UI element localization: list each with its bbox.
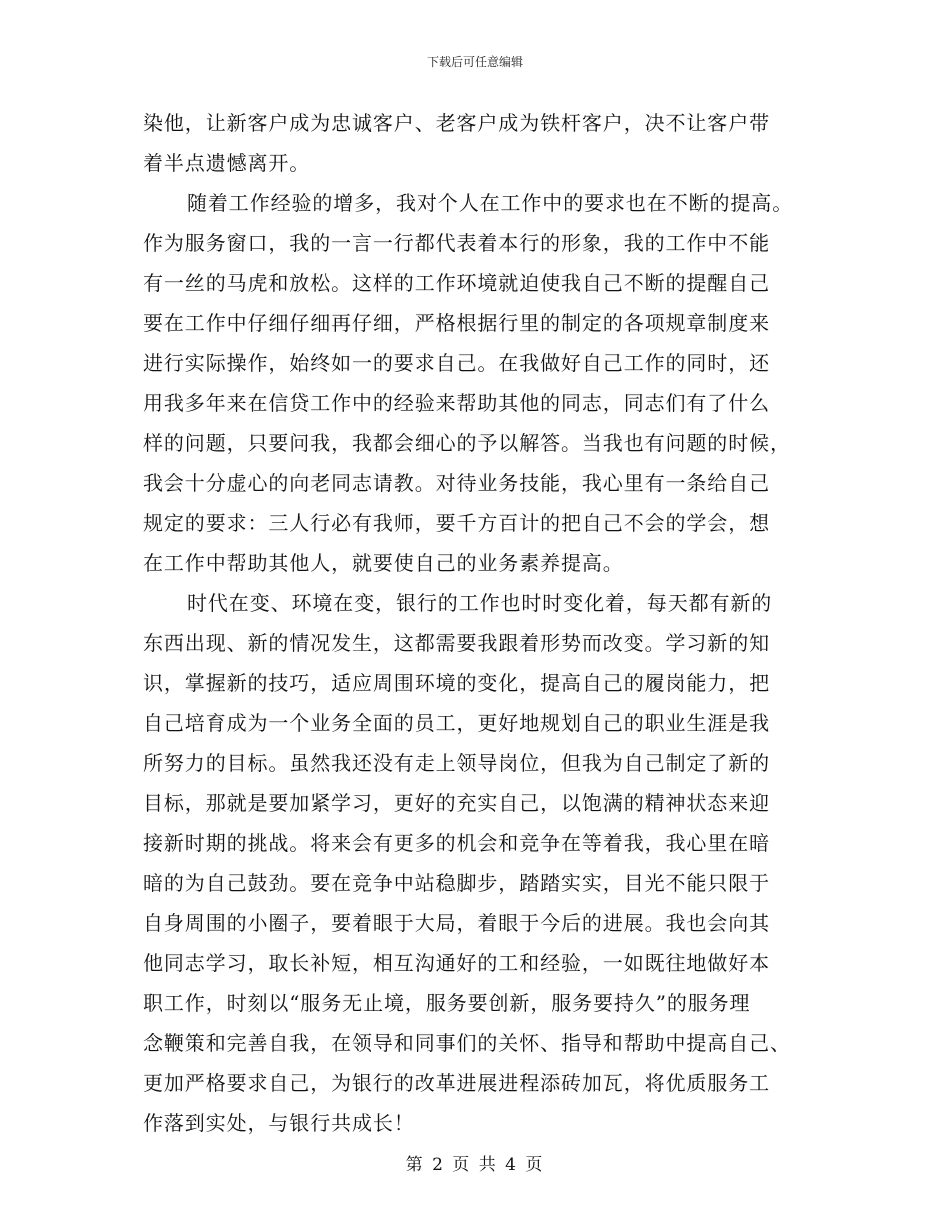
text-line: 样的问题，只要问我，我都会细心的予以解答。当我也有问题的时候， <box>143 431 791 455</box>
text-line: 要在工作中仔细仔细再仔细，严格根据行里的制定的各项规章制度来 <box>143 311 770 335</box>
text-line: 他同志学习，取长补短，相互沟通好的工和经验，一如既往地做好本 <box>143 951 770 975</box>
text-line: 有一丝的马虎和放松。这样的工作环境就迫使我自己不断的提醒自己 <box>143 271 770 295</box>
text-line: 接新时期的挑战。将来会有更多的机会和竞争在等着我，我心里在暗 <box>143 831 770 855</box>
document-body <box>143 103 823 1143</box>
text-line: 自身周围的小圈子，要着眼于大局，着眼于今后的进展。我也会向其 <box>143 911 770 935</box>
text-line: 自己培育成为一个业务全面的员工，更好地规划自己的职业生涯是我 <box>143 711 770 735</box>
text-line: 染他，让新客户成为忠诚客户、老客户成为铁杆客户，决不让客户带 <box>143 111 770 135</box>
text-line: 作为服务窗口，我的一言一行都代表着本行的形象，我的工作中不能 <box>143 231 770 255</box>
text-line: 东西出现、新的情况发生，这都需要我跟着形势而改变。学习新的知 <box>143 631 770 655</box>
text-line: 职工作，时刻以“服务无止境，服务要创新，服务要持久”的服务理 <box>143 991 751 1015</box>
text-line: 所努力的目标。虽然我还没有走上领导岗位，但我为自己制定了新的 <box>143 751 770 775</box>
text-line: 着半点遗憾离开。 <box>143 151 311 175</box>
text-line: 暗的为自己鼓劲。要在竞争中站稳脚步，踏踏实实，目光不能只限于 <box>143 871 770 895</box>
text-line: 目标，那就是要加紧学习，更好的充实自己，以饱满的精神状态来迎 <box>143 791 770 815</box>
text-line: 我会十分虚心的向老同志请教。对待业务技能，我心里有一条给自己 <box>143 471 770 495</box>
page-header-note: 下载后可任意编辑 <box>426 55 523 69</box>
text-line: 作落到实处，与银行共成长！ <box>143 1111 415 1135</box>
text-line: 念鞭策和完善自我，在领导和同事们的关怀、指导和帮助中提高自己、 <box>143 1031 791 1055</box>
text-line: 规定的要求：三人行必有我师，要千方百计的把自己不会的学会，想 <box>143 511 770 535</box>
paragraph-start-line: 时代在变、环境在变，银行的工作也时时变化着，每天都有新的 <box>187 591 773 615</box>
page-number-footer: 第 2 页 共 4 页 <box>405 1155 545 1175</box>
text-line: 用我多年来在信贷工作中的经验来帮助其他的同志，同志们有了什么 <box>143 391 770 415</box>
text-line: 识，掌握新的技巧，适应周围环境的变化，提高自己的履岗能力，把 <box>143 671 770 695</box>
text-line: 进行实际操作，始终如一的要求自己。在我做好自己工作的同时，还 <box>143 351 770 375</box>
text-line: 更加严格要求自己，为银行的改革进展进程添砖加瓦，将优质服务工 <box>143 1071 770 1095</box>
text-line: 在工作中帮助其他人，就要使自己的业务素养提高。 <box>143 551 624 575</box>
paragraph-start-line: 随着工作经验的增多，我对个人在工作中的要求也在不断的提高。 <box>187 191 794 215</box>
